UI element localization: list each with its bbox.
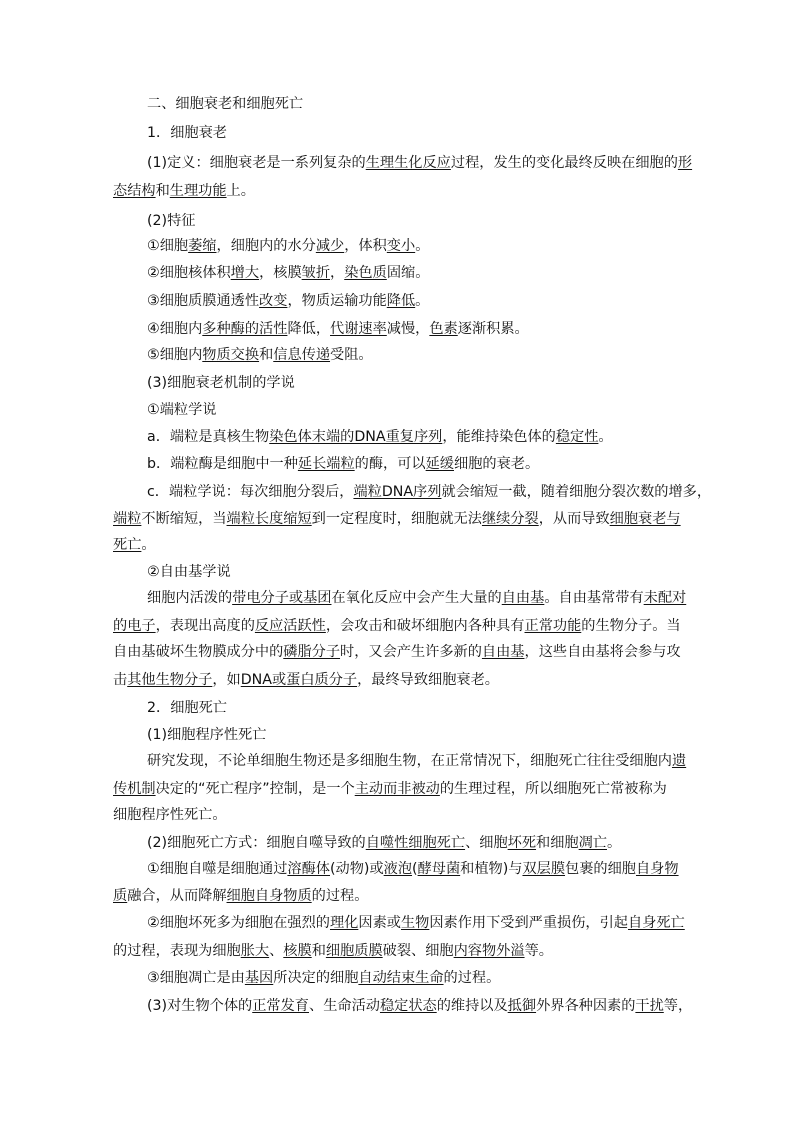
text-segment: ，如 [212, 672, 241, 688]
text-segment: (动物)或 [330, 861, 384, 877]
text-segment: 受阻。 [330, 347, 373, 363]
text-segment: (2)特征 [147, 213, 196, 229]
text-segment: 、细胞 [465, 835, 508, 851]
underlined-term: 坏死 [507, 835, 537, 851]
text-segment: ①端粒学说 [147, 402, 217, 418]
underlined-term: 稳定性 [555, 429, 599, 445]
text-segment: ， [330, 265, 345, 281]
underlined-term: 磷脂分子 [283, 644, 341, 660]
underlined-term: 干扰 [635, 998, 664, 1014]
underlined-term: 自身死亡 [627, 915, 685, 931]
text-line [147, 834, 621, 852]
text-segment: 细胞内活泼的 [147, 590, 233, 606]
underlined-term: 皱折 [301, 265, 331, 281]
underlined-term: 生物 [400, 915, 430, 931]
underlined-term: 色素 [429, 321, 458, 337]
text-segment: 的酶，可以 [354, 456, 426, 472]
underlined-term: 死亡 [113, 537, 142, 553]
text-line [147, 726, 266, 744]
text-segment: 的维持以及 [436, 998, 508, 1014]
underlined-term: 双层膜 [522, 861, 566, 877]
underlined-term: 减少 [315, 238, 345, 254]
underlined-term: 带电分子或基团 [232, 590, 332, 606]
text-segment: 研究发现，不论单细胞生物还是多细胞生物，在正常情况下，细胞死亡往往受细胞内 [147, 753, 672, 769]
text-segment: 降低， [287, 321, 331, 337]
underlined-term: 稳定状态 [379, 998, 437, 1014]
text-segment: ③细胞凋亡是由 [147, 970, 245, 986]
text-segment: 的过程。 [311, 888, 369, 904]
underlined-term: 自由基 [481, 644, 525, 660]
text-line [147, 997, 692, 1015]
text-segment: 固缩。 [386, 265, 430, 281]
text-segment: 破裂、细胞 [382, 943, 454, 959]
underlined-term: 延缓 [425, 456, 454, 472]
text-segment: 。自由基常带有 [544, 590, 644, 606]
text-line [147, 212, 195, 230]
text-segment: ，最终导致细胞衰老。 [357, 672, 499, 688]
underlined-term: 液泡 [383, 861, 413, 877]
underlined-term: 继续分裂 [481, 511, 539, 527]
underlined-term: 理化 [329, 915, 359, 931]
underlined-term: 生理功能 [169, 183, 227, 199]
text-segment: 上。 [226, 183, 255, 199]
text-line [113, 536, 156, 554]
text-segment: 2．细胞死亡 [147, 700, 227, 716]
text-segment: 二、细胞衰老和细胞死亡 [147, 96, 304, 112]
text-line [113, 780, 667, 798]
underlined-term: 胀大 [240, 943, 270, 959]
text-line [147, 860, 679, 878]
underlined-term: 代谢速率 [330, 321, 387, 337]
text-segment: ，会攻击和破坏细胞内各种具有 [325, 618, 525, 634]
text-segment: 。 [415, 238, 430, 254]
text-line [147, 914, 685, 932]
text-segment: b．端粒酶是细胞中一种 [147, 456, 298, 472]
text-segment: 时，又会产生许多新的 [340, 644, 482, 660]
text-line [147, 264, 429, 282]
underlined-term: 变小 [386, 238, 416, 254]
text-segment: 减慢， [386, 321, 430, 337]
text-line [147, 483, 711, 501]
underlined-term: 端粒DNA序列 [353, 484, 442, 500]
text-line [113, 942, 553, 960]
underlined-term: 物质交换 [202, 347, 260, 363]
text-line [147, 95, 303, 113]
text-segment: 和 [259, 347, 274, 363]
text-segment: 的过程，表现为细胞 [113, 943, 241, 959]
text-segment: 和细胞 [536, 835, 579, 851]
text-segment: ，核膜 [259, 265, 302, 281]
text-segment: (2)细胞死亡方式：细胞自噬导致的 [147, 835, 366, 851]
underlined-term: 萎缩 [188, 238, 217, 254]
underlined-term: 基因 [244, 970, 274, 986]
text-segment: ②细胞坏死多为细胞在强烈的 [147, 915, 330, 931]
text-segment: 自由基破坏生物膜成分中的 [113, 644, 284, 660]
text-segment: ①细胞 [147, 238, 189, 254]
underlined-term: 质 [113, 888, 128, 904]
text-segment: 。 [598, 429, 613, 445]
underlined-term: 态结构 [113, 183, 156, 199]
underlined-term: 延长端粒 [297, 456, 355, 472]
underlined-term: 核膜 [283, 943, 312, 959]
text-segment: 等， [663, 998, 693, 1014]
text-line [147, 455, 539, 473]
text-segment: 的过程。 [443, 970, 501, 986]
text-segment: 的生物分子。当 [581, 618, 681, 634]
underlined-term: 信息传递 [273, 347, 331, 363]
text-segment: (1)定义：细胞衰老是一系列复杂的 [147, 155, 366, 171]
underlined-term: 自由基 [501, 590, 545, 606]
text-segment: 的生理过程，所以细胞死亡常被称为 [439, 781, 667, 797]
text-segment: 。 [607, 835, 622, 851]
underlined-term: 遗 [671, 753, 687, 769]
text-segment: (3)对生物个体的 [147, 998, 253, 1014]
text-segment: ，从而导致 [538, 511, 610, 527]
text-segment: ④细胞内 [147, 321, 203, 337]
underlined-term: 染色体末端的DNA重复序列 [269, 429, 443, 445]
text-line [147, 320, 529, 338]
text-line [147, 237, 429, 255]
text-line [147, 752, 686, 770]
underlined-term: 染色质 [344, 265, 387, 281]
underlined-term: 正常发育 [252, 998, 309, 1014]
text-segment: a．端粒是真核生物 [147, 429, 270, 445]
text-segment: 和 [155, 183, 170, 199]
underlined-term: 自噬性细胞死亡 [365, 835, 466, 851]
text-segment: 和 [311, 943, 326, 959]
underlined-term: 反应活跃性 [254, 618, 326, 634]
underlined-term: 形 [677, 155, 693, 171]
text-segment: 击 [113, 672, 128, 688]
text-segment: ②自由基学说 [147, 564, 231, 580]
underlined-term: 自动结束生命 [358, 970, 444, 986]
text-segment: ③细胞质膜通透性 [147, 293, 260, 309]
text-segment: 到一定程度时，细胞就无法 [311, 511, 482, 527]
text-segment: 、 [269, 943, 284, 959]
text-line [147, 292, 429, 310]
underlined-term: 其他生物分子 [127, 672, 213, 688]
text-segment: ，物质运输功能 [287, 293, 387, 309]
text-segment: (1)细胞程序性死亡 [147, 727, 267, 743]
text-segment: 在氧化反应中会产生大量的 [331, 590, 502, 606]
underlined-term: 自身物 [635, 861, 679, 877]
text-segment: 过程，发生的变化最终反映在细胞的 [450, 155, 678, 171]
underlined-term: DNA或蛋白质分子 [240, 672, 358, 688]
text-segment: 因素作用下受到严重损伤，引起 [429, 915, 628, 931]
text-segment: 不断缩短，当 [141, 511, 227, 527]
text-segment: ①细胞自噬是细胞通过 [147, 861, 288, 877]
text-line [147, 401, 216, 419]
text-line [147, 969, 500, 987]
text-segment: ，这些自由基将会参与攻 [524, 644, 681, 660]
text-segment: 、生命活动 [309, 998, 380, 1014]
text-segment: 所决定的细胞 [273, 970, 359, 986]
underlined-term: 改变 [259, 293, 288, 309]
text-segment: ②细胞核体积 [147, 265, 231, 281]
text-line [113, 510, 681, 528]
text-segment: 决定的“死亡程序”控制，是一个 [155, 781, 355, 797]
text-segment: ，细胞内的水分 [216, 238, 316, 254]
text-line [147, 124, 227, 142]
text-segment: ⑤细胞内 [147, 347, 203, 363]
text-segment: 细胞程序性死亡。 [113, 807, 227, 823]
underlined-term: 主动而非被动 [354, 781, 440, 797]
text-segment: 外界各种因素的 [536, 998, 636, 1014]
text-line [147, 154, 692, 172]
underlined-term: 凋亡 [578, 835, 607, 851]
text-line [113, 617, 681, 635]
text-segment: 等。 [524, 943, 553, 959]
text-line [147, 428, 613, 446]
underlined-term: 细胞衰老与 [609, 511, 681, 527]
text-line [113, 671, 499, 689]
text-line [113, 182, 255, 200]
underlined-term: 多种酶的活性 [202, 321, 288, 337]
text-line [147, 346, 373, 364]
text-segment: ( [412, 861, 418, 877]
text-line [147, 699, 227, 717]
underlined-term: 正常功能 [524, 618, 582, 634]
text-segment: (3)细胞衰老机制的学说 [147, 375, 295, 391]
underlined-term: 的电子 [113, 618, 156, 634]
underlined-term: 溶酶体 [287, 861, 330, 877]
text-segment: c．端粒学说：每次细胞分裂后， [147, 484, 354, 500]
text-segment: 就会缩短一截，随着细胞分裂次数的增多， [441, 484, 712, 500]
text-segment: 和植物)与 [460, 861, 523, 877]
text-line [113, 806, 227, 824]
text-segment: 因素或 [358, 915, 401, 931]
text-segment: 融合，从而降解 [127, 888, 227, 904]
underlined-term: 端粒长度缩短 [226, 511, 312, 527]
underlined-term: 传机制 [113, 781, 156, 797]
underlined-term: 端粒 [113, 511, 142, 527]
text-segment: 1．细胞衰老 [147, 125, 227, 141]
underlined-term: 未配对 [643, 590, 687, 606]
text-line [147, 589, 686, 607]
underlined-term: 酵母菌 [417, 861, 461, 877]
text-segment: 细胞的衰老。 [454, 456, 540, 472]
underlined-term: 生理生化反应 [365, 155, 451, 171]
underlined-term: 内容物外溢 [453, 943, 525, 959]
underlined-term: 增大 [230, 265, 260, 281]
text-segment: ，能维持染色体的 [442, 429, 556, 445]
underlined-term: 细胞质膜 [325, 943, 383, 959]
underlined-term: 细胞自身物质 [226, 888, 312, 904]
text-segment: ，体积 [344, 238, 387, 254]
text-segment: 包裹的细胞 [565, 861, 636, 877]
underlined-term: 抵御 [507, 998, 537, 1014]
text-segment: 逐渐积累。 [457, 321, 529, 337]
text-segment: 。 [415, 293, 430, 309]
text-line [113, 887, 368, 905]
underlined-term: 降低 [386, 293, 416, 309]
text-line [113, 643, 681, 661]
text-segment: 。 [141, 537, 156, 553]
text-segment: ，表现出高度的 [155, 618, 255, 634]
text-line [147, 563, 231, 581]
text-line [147, 374, 295, 392]
